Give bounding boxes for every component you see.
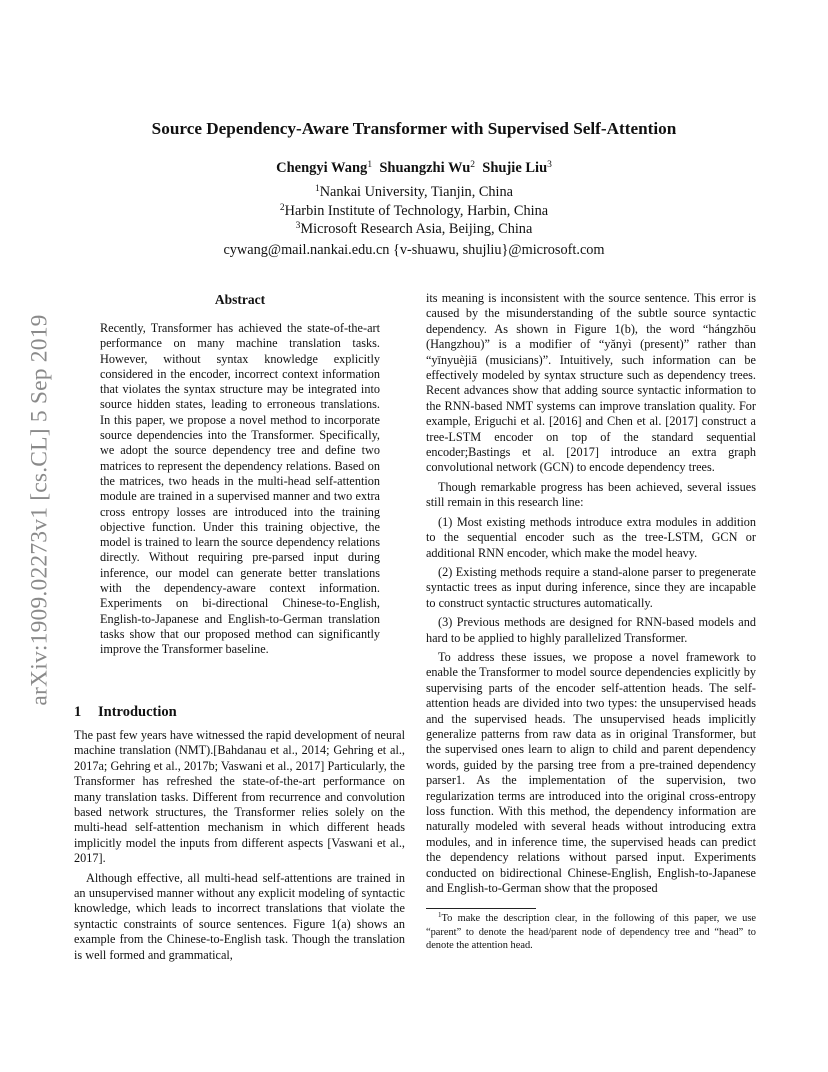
arxiv-id: arXiv:1909.02273v1 [cs.CL] 5 Sep 2019 [26, 314, 53, 706]
affiliation [0, 203, 828, 220]
paragraph: (3) Previous methods are designed for RNN-based models and hard to be applied to highly parallelized Transformer. [426, 615, 756, 645]
paragraph: its meaning is inconsistent with the source sentence. This error is caused by the misunderstanding of the subtle source syntactic dependency. As shown in Figure 1(b), the word “hángzhōu (Hangzhou)” is a modifier of “yǎnyì (present)” rather than “yīnyuèjiā (musicians)”. Intuitively, such information can be effectively modeled by syntax structure such as dependency trees. Recent advances show that adding source syntactic information to the RNN-based NMT systems can improve translation quality. For example, Eriguchi et al. [2016] and Chen et al. [2017] construct a tree-LSTM encoder on top of the standard sequential encoder;Bastings et al. [2017] introduce an extra graph convolutional network (GCN) to encode dependency trees. [426, 291, 756, 475]
abstract-body [100, 321, 380, 658]
affiliation-text: Nankai University, Tianjin, China [319, 184, 514, 200]
abstract-text: Recently, Transformer has achieved the state-of-the-art performance on many machine translation tasks. However, without syntax knowledge explicitly considered in the encoder, incorrect context information that violates the syntax structure may be integrated into source hidden states, leading to erroneous translations. In this paper, we propose a novel method to incorporate source dependencies into the Transformer. Specifically, we adopt the source dependency tree and define two matrices to represent the dependency relations. Based on the matrices, two heads in the multi-head self-attention module are trained in a supervised manner and two extra cross entropy losses are introduced into the training objective function. Under this training objective, the model is trained to learn the source dependency relations directly. Without requiring pre-parsed input during inference, our model can generate better translations with the dependency-aware context information. Experiments on bi-directional Chinese-to-English, English-to-Japanese and English-to-German translation tasks show that our proposed method can significantly improve the Transformer baseline. [100, 321, 380, 657]
intro-left-column [74, 728, 405, 963]
affiliation-text: Harbin Institute of Technology, Harbin, China [284, 203, 549, 219]
paragraph: The past few years have witnessed the rapid development of neural machine translation (NMT).[Bahdanau et al., 2014; Gehring et al., 2017a; Gehring et al., 2017b; Vaswani et al., 2017] Particularly, the Transformer has refreshed the state-of-the-art performance on many translation tasks. Different from recurrence and convolution based network structures, the Transformer relies solely on the multi-head self-attention mechanism in which different heads implicitly model the inputs from different aspects [Vaswani et al., 2017]. [74, 728, 405, 866]
affiliation-mark: 2 [279, 203, 285, 213]
affiliation [0, 184, 828, 201]
paragraph: (2) Existing methods require a stand-alone parser to pregenerate syntactic trees as input during inference, since they are incapable to construct syntactic structures automatically. [426, 564, 756, 610]
section-heading [74, 704, 177, 721]
footnote [426, 912, 756, 953]
footnote-text: To make the description clear, in the following of this paper, we use “parent” to denote the head/parent node of dependency tree and “head” to denote the attention head. [426, 913, 756, 951]
paragraph: To address these issues, we propose a novel framework to enable the Transformer to model source dependencies explicitly by supervising parts of the encoder self-attention heads. The self-attention heads are divided into two types: the unsupervised heads and the supervised heads. The unsupervised heads implicitly generalize patterns from raw data as in original Transformer, but the supervised ones learn to align to child and parent dependency words, guided by the parsing tree from a pre-trained dependency parser1. As the implementation of the supervision, two regularization terms are introduced into the original cross-entropy loss function. With this method, the dependency information are naturally modeled with several heads without introducing extra modules, and in inference time, the supervised heads can predict the dependency relations without parsed input. Experiments conducted on bidirectional Chinese-English, English-to-Japanese and English-to-German show that the proposed [426, 649, 756, 896]
author-name: Chengyi Wang [276, 160, 368, 176]
affiliation-mark: 1 [367, 160, 373, 170]
affiliation [0, 221, 828, 238]
paragraph: (1) Most existing methods introduce extra modules in addition to the sequential encoder such as the tree-LSTM, GCN or additional RNN encoder, which make the model heavy. [426, 514, 756, 560]
author-name: Shuangzhi Wu [379, 160, 471, 176]
footnote-mark: 1 [438, 911, 442, 919]
section-number: 1 [74, 704, 82, 720]
author-emails: cywang@mail.nankai.edu.cn {v-shuawu, shujliu}@microsoft.com [223, 242, 605, 258]
author-name: Shujie Liu [482, 160, 548, 176]
footnote-rule [426, 908, 536, 909]
abstract-heading: Abstract [214, 292, 266, 307]
paragraph: Although effective, all multi-head self-attentions are trained in an unsupervised manner without any explicit modeling of syntactic knowledge, which leads to incorrect translations that violate the syntactic constraints of source sentences. Figure 1(a) shows an example from the Chinese-to-English task. Though the translation is well formed and grammatical, [74, 870, 405, 962]
affiliation-mark: 3 [295, 221, 301, 231]
affiliation-mark: 1 [314, 184, 320, 194]
affiliation-mark: 2 [470, 160, 476, 170]
author-list [0, 160, 828, 177]
paragraph: Though remarkable progress has been achieved, several issues still remain in this research line: [426, 479, 756, 510]
affiliation-text: Microsoft Research Asia, Beijing, China [300, 221, 533, 237]
section-title: Introduction [98, 704, 177, 720]
affiliation-mark: 3 [547, 160, 552, 170]
paper-title: Source Dependency-Aware Transformer with Supervised Self-Attention [151, 119, 677, 138]
right-column [426, 291, 756, 896]
